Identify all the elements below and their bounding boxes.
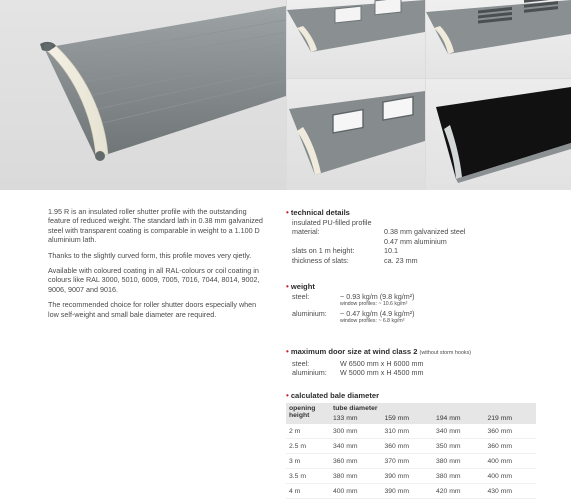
steel-weight-value: ~ 0.93 kg/m (9.8 kg/m²): [340, 291, 415, 301]
window-profile-detail-photo: [287, 79, 425, 190]
table-cell: 2.5 m: [286, 439, 330, 454]
thickness-value: ca. 23 mm: [384, 255, 418, 265]
table-cell: 340 mm: [433, 424, 485, 439]
intro-paragraph: Available with coloured coating in all RAL-colours or coil coating in colours like RAL 3000, 5010, 6009, 7005, 7016, 7044, 8014, 9002, 9006, 9007 and 9016.: [48, 266, 260, 294]
intro-paragraph: The recommended choice for roller shutter doors especially when low self-weight and small bale diameter are required.: [48, 300, 257, 319]
profile-illustration: [0, 0, 286, 190]
table-row: [286, 424, 536, 439]
steel-window-weight: window profiles: ~ 10.6 kg/m²: [340, 301, 408, 308]
steel-weight-row: [286, 292, 556, 302]
bullet-icon: •: [286, 282, 289, 291]
table-cell: 350 mm: [433, 439, 485, 454]
material-value: 0.38 mm galvanized steel: [384, 227, 466, 237]
table-cell: 400 mm: [485, 469, 537, 484]
table-cell: 360 mm: [330, 454, 382, 469]
material-value: 0.47 mm aluminium: [384, 236, 447, 246]
table-cell: 3 m: [286, 454, 330, 469]
thickness-row: [286, 256, 556, 266]
bullet-icon: •: [286, 347, 289, 356]
material-row: [286, 237, 556, 247]
table-cell: 380 mm: [433, 454, 485, 469]
technical-subtitle: insulated PU-filled profile: [292, 217, 372, 227]
bale-diameter-table: [286, 403, 536, 499]
slats-value: 10.1: [384, 246, 398, 256]
alu-label: aluminium:: [292, 308, 327, 318]
material-row: [286, 227, 556, 237]
weight-section: [286, 282, 556, 326]
table-cell: 2 m: [286, 424, 330, 439]
table-cell: 360 mm: [485, 439, 537, 454]
table-cell: 420 mm: [433, 484, 485, 499]
section-title: technical details: [290, 208, 350, 217]
section-title: weight: [290, 282, 315, 291]
table-cell: 380 mm: [433, 469, 485, 484]
technical-details-section: [286, 208, 556, 266]
bale-diameter-section: [286, 391, 556, 401]
table-cell: 430 mm: [485, 484, 537, 499]
slats-row: [286, 246, 556, 256]
table-cell: 390 mm: [382, 469, 434, 484]
steel-door-row: [286, 359, 556, 369]
window-profile-photo: [287, 0, 425, 78]
table-row: [286, 454, 536, 469]
main-profile-photo: [0, 0, 286, 190]
alu-label: aluminium:: [292, 368, 327, 378]
steel-label: steel:: [292, 291, 310, 301]
tube-header: 194 mm: [433, 414, 485, 424]
column-header: tube diameter: [330, 403, 536, 414]
column-header: opening height: [286, 403, 330, 424]
table-cell: 400 mm: [330, 484, 382, 499]
table-cell: 300 mm: [330, 424, 382, 439]
section-title: maximum door size at wind class 2: [290, 347, 418, 356]
section-title: calculated bale diameter: [290, 391, 380, 400]
table-cell: 3.5 m: [286, 469, 330, 484]
table-cell: 380 mm: [330, 469, 382, 484]
thickness-label: thickness of slats:: [292, 255, 349, 265]
table-cell: 370 mm: [382, 454, 434, 469]
alu-weight-value: ~ 0.47 kg/m (4.9 kg/m²): [340, 308, 415, 318]
intro-text: [48, 207, 266, 325]
tube-header: 159 mm: [382, 414, 434, 424]
table-row: [286, 484, 536, 499]
storm-hooks-note: (without storm hooks): [419, 350, 472, 356]
alu-weight-row: [286, 309, 556, 319]
product-photos: [0, 0, 571, 190]
ventilation-profile-photo: [426, 0, 571, 78]
table-row: [286, 469, 536, 484]
alu-door-value: W 5000 mm x H 4500 mm: [340, 368, 424, 378]
table-cell: 4 m: [286, 484, 330, 499]
bullet-icon: •: [286, 391, 289, 400]
table-cell: 310 mm: [382, 424, 434, 439]
tube-header: 133 mm: [330, 414, 382, 424]
table-cell: 360 mm: [485, 424, 537, 439]
table-cell: 360 mm: [382, 439, 434, 454]
material-label: material:: [292, 227, 320, 237]
steel-door-value: W 6500 mm x H 6000 mm: [340, 358, 424, 368]
table-cell: 390 mm: [382, 484, 434, 499]
black-profile-photo: [426, 79, 571, 190]
bullet-icon: •: [286, 208, 289, 217]
table-cell: 340 mm: [330, 439, 382, 454]
alu-window-weight: window profiles: ~ 6.8 kg/m²: [340, 318, 405, 325]
steel-label: steel:: [292, 358, 310, 368]
intro-paragraph: 1.95 R is an insulated roller shutter profile with the outstanding feature of reduced weight. The standard lath in 0.38 mm galvanized steel with transparent coating is comparable in weight to a 1.100 D aluminium lath.: [48, 207, 263, 245]
alu-door-row: [286, 368, 556, 378]
intro-paragraph: Thanks to the slightly curved form, this profile moves very qietly.: [48, 250, 252, 260]
table-row: [286, 439, 536, 454]
slats-label: slats on 1 m height:: [292, 246, 355, 256]
door-size-section: [286, 347, 556, 378]
tube-header: 219 mm: [485, 414, 537, 424]
table-cell: 400 mm: [485, 454, 537, 469]
